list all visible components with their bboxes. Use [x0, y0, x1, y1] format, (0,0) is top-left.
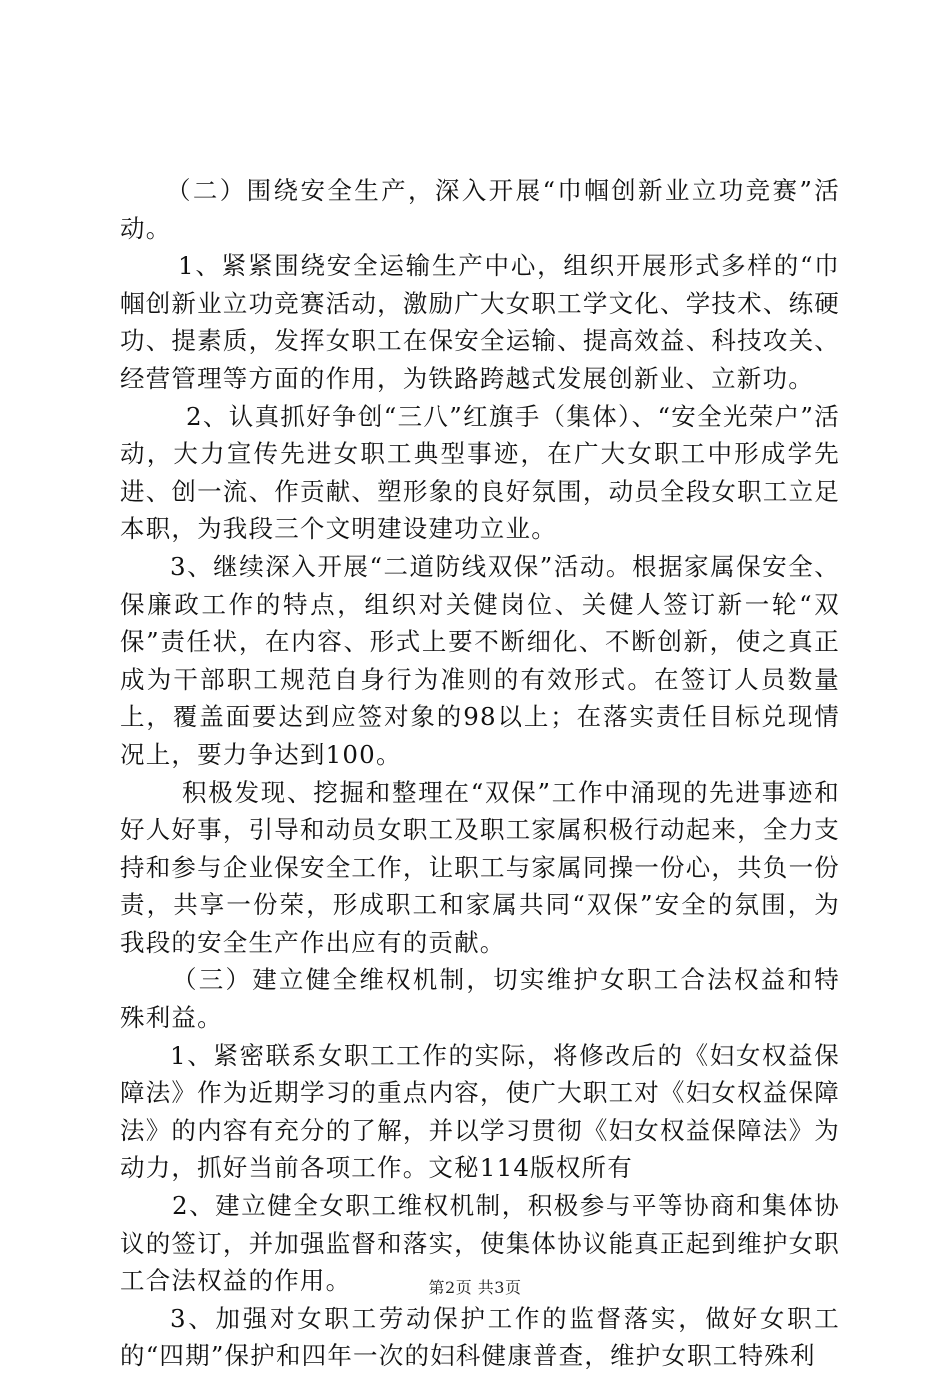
- paragraph-double-guarantee: 积极发现、挖掘和整理在“双保”工作中涌现的先进事迹和好人好事，引导和动员女职工及职工家属积极行动起来，全力支持和参与企业保安全工作，让职工与家属同操一份心，共负一份责，共享一份荣，形成职工和家属共同“双保”安全的氛围，为我段的安全生产作出应有的贡献。: [120, 777, 840, 957]
- document-body: [120, 172, 840, 1375]
- paragraph-rights-item-3: 3、加强对女职工劳动保护工作的监督落实，做好女职工的“四期”保护和四年一次的妇科健康普查，维护女职工特殊利: [120, 1303, 840, 1371]
- paragraph-item-3: 3、继续深入开展“二道防线双保”活动。根据家属保安全、保廉政工作的特点，组织对关健岗位、关健人签订新一轮“双保”责任状，在内容、形式上要不断细化、不断创新，使之真正成为干部职工规范自身行为准则的有效形式。在签订人员数量上，覆盖面要达到应签对象的98以上；在落实责任目标兑现情况上，要力争达到100。: [120, 551, 840, 769]
- page-number-footer: 第2页 共3页: [428, 1278, 522, 1297]
- paragraph-item-2: 2、认真抓好争创“三八”红旗手（集体）、“安全光荣户”活动，大力宣传先进女职工典型事迹，在广大女职工中形成学先进、创一流、作贡献、塑形象的良好氛围，动员全段女职工立足本职，为我段三个文明建设建功立业。: [120, 401, 840, 544]
- paragraph-rights-item-1: 1、紧密联系女职工工作的实际，将修改后的《妇女权益保障法》作为近期学习的重点内容，使广大职工对《妇女权益保障法》的内容有充分的了解，并以学习贯彻《妇女权益保障法》为动力，抓好当前各项工作。文秘114版权所有: [120, 1040, 840, 1183]
- section-heading-2: （二）围绕安全生产，深入开展“巾帼创新业立功竞赛”活动。: [120, 176, 840, 243]
- paragraph-item-1: 1、紧紧围绕安全运输生产中心，组织开展形式多样的“巾帼创新业立功竞赛活动，激励广大女职工学文化、学技术、练硬功、提素质，发挥女职工在保安全运输、提高效益、科技攻关、经营管理等方面的作用，为铁路跨越式发展创新业、立新功。: [120, 251, 840, 393]
- section-heading-3: （三）建立健全维权机制，切实维护女职工合法权益和特殊利益。: [120, 965, 840, 1033]
- paragraph-rights-item-2: 2、建立健全女职工维权机制，积极参与平等协商和集体协议的签订，并加强监督和落实，使集体协议能真正起到维护女职工合法权益的作用。: [120, 1191, 840, 1296]
